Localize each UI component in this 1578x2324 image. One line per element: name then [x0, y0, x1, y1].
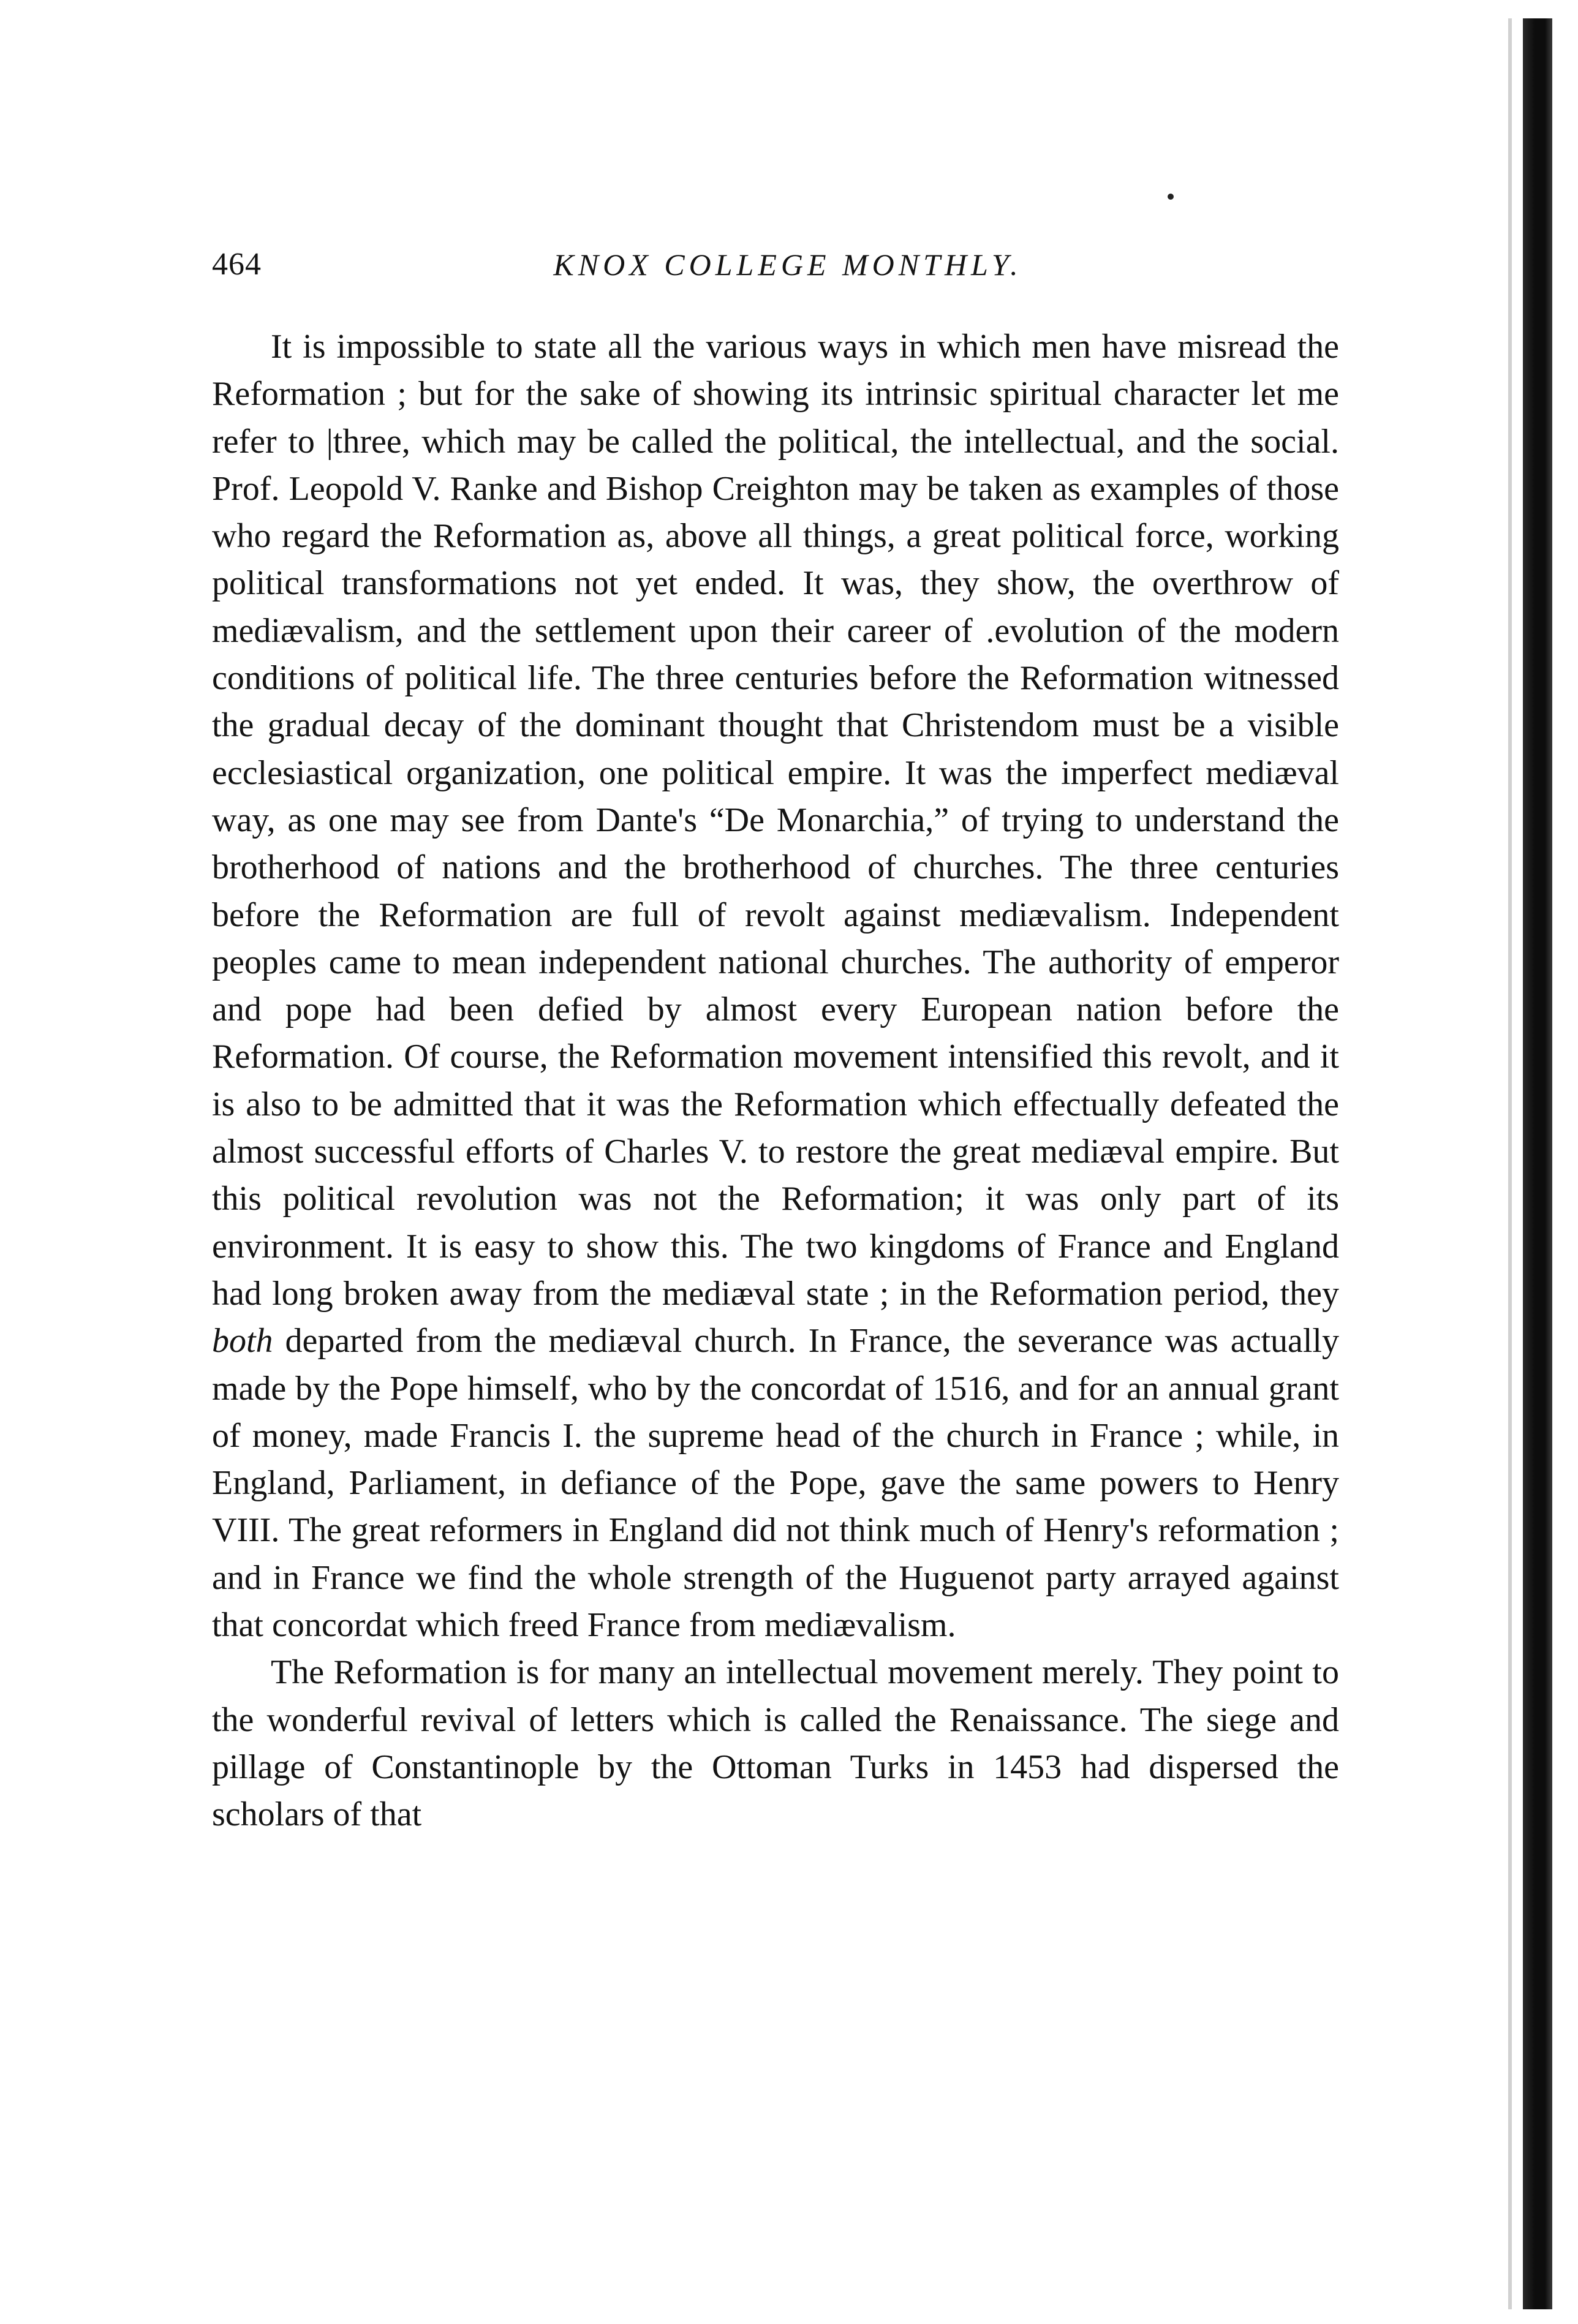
page-header: [212, 240, 1339, 289]
running-title: KNOX COLLEGE MONTHLY.: [553, 247, 1022, 282]
paragraph-2: The Reformation is for many an intellectual movement merely. They point to the wonderful revival of letters which is called the Renaissance. The siege and pillage of Constantinople by the Ottoman Turks in 1453 had dispersed the scholars of that: [212, 1653, 1339, 1834]
page-number: 464: [212, 247, 262, 282]
ink-speck: [1168, 194, 1174, 200]
binding-edge: [1523, 18, 1552, 2309]
page-edge-shadow: [1508, 18, 1512, 2309]
paragraph-1: [212, 323, 1339, 1649]
article-body: [212, 323, 1339, 1839]
paragraph-1-continued: departed from the mediæval church. In France, the severance was actually made by the Pope himself, who by the concordat of 1516, and for an annual grant of money, made Francis I. the supreme head of the church in France ; while, in England, Parliament, in defiance of the Pope, gave the same powers to Henry VIII. The great reformers in England did not think much of Henry's reformation ; and in France we find the whole strength of the Huguenot party arrayed against that concordat which freed France from mediævalism.: [212, 1322, 1339, 1645]
emphasis-both: both: [212, 1322, 273, 1360]
paragraph-1-text: It is impossible to state all the various ways in which men have misread the Reformation ; but for the sake of showing its intrinsic spiritual character let me refer to |three, which may be called the political, the intellectual, and the social. Prof. Leopold V. Ranke and Bishop Creighton may be taken as examples of those who regard the Reformation as, above all things, a great political force, working political transformations not yet ended. It was, they show, the overthrow of mediævalism, and the settlement upon their career of .evolution of the modern conditions of political life. The three centuries before the Reformation witnessed the gradual decay of the dominant thought that Christendom must be a visible ecclesiastical organization, one political empire. It was the imperfect mediæval way, as one may see from Dante's “De Monarchia,” of trying to understand the brotherhood of nations and the brotherhood of churches. The three centuries before the Reformation are full of revolt against mediævalism. Independent peoples came to mean independent national churches. The authority of emperor and pope had been defied by almost every European nation before the Reformation. Of course, the Reformation movement intensified this revolt, and it is also to be admitted that it was the Reformation which effectually defeated the almost successful efforts of Charles V. to restore the great mediæval empire. But this political revolution was not the Reformation; it was only part of its environment. It is easy to show this. The two kingdoms of France and England had long broken away from the mediæval state ; in the Reformation period, they: [212, 328, 1339, 1313]
